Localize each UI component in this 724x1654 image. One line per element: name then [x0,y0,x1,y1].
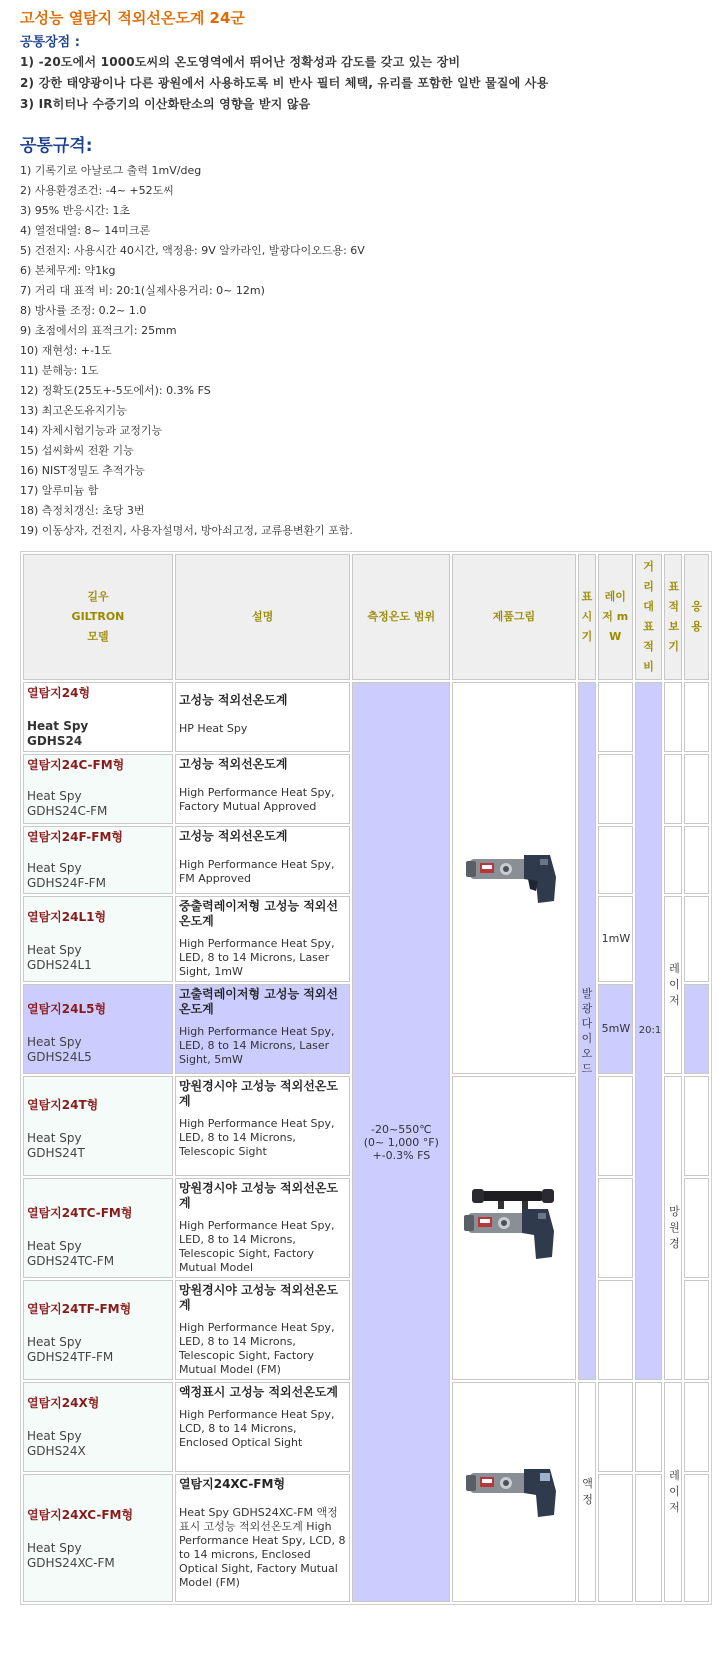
ratio-cell-empty [635,1382,663,1472]
use-cell [684,896,709,982]
model-en2: GDHS24C-FM [27,804,108,818]
header-model-line1: 길우 [87,590,109,603]
desc-en: High Performance Heat Spy, LCD, 8 to 14 Microns, Enclosed Optical Sight [178,1408,335,1449]
model-en1: Heat Spy [27,861,82,875]
range-line1: -20~550℃ [371,1122,432,1136]
use-cell [684,754,709,824]
desc-en: High Performance Heat Spy, FM Approved [178,858,335,885]
model-ko: 열탐지24TC-FM형 [27,1206,133,1220]
model-ko: 열탐지24XC-FM형 [27,1508,134,1522]
header-laser: 레이저 mW [598,554,633,680]
use-cell [684,1178,709,1278]
model-en1: Heat Spy [27,719,89,733]
spec-item: 17) 알루미늄 함 [20,484,99,497]
header-model-line3: 모델 [87,630,109,643]
model-en2: GDHS24X [27,1444,86,1458]
laser-cell [598,1178,633,1278]
desc-en: High Performance Heat Spy, LED, 8 to 14 Microns, Laser Sight, 1mW [178,937,335,978]
desc-ko: 고성능 적외선온도계 [178,693,288,707]
display-led-text: 발광다이오드 [581,987,593,1075]
spec-item: 5) 건전지: 사용시간 40시간, 액정용: 9V 알카라인, 발광다이오드용: 6V [20,244,365,257]
desc-cell [175,896,350,982]
desc-en: High Performance Heat Spy, Factory Mutual Approved [178,786,335,813]
spec-item: 18) 측정치갱신: 초당 3번 [20,504,145,517]
sight-laser2-text: 레이저 [669,1469,680,1514]
desc-ko: 고성능 적외선온도계 [178,757,288,771]
spec-item: 10) 재현성: +-1도 [20,344,112,357]
desc-cell [175,826,350,894]
use-cell [684,1280,709,1380]
model-cell [23,1382,173,1472]
advantage-item: 3) IR히터나 수증기의 이산화탄소의 영향을 받지 않음 [20,97,311,111]
model-ko: 열탐지24L5형 [27,1002,107,1016]
desc-en: High Performance Heat Spy, LED, 8 to 14 Microns, Laser Sight, 5mW [178,1025,335,1066]
model-en2: GDHS24XC-FM [27,1556,115,1570]
model-cell [23,826,173,894]
header-use: 응용 [684,554,709,680]
model-en2: GDHS24F-FM [27,876,106,890]
model-en1: Heat Spy [27,1335,82,1349]
spec-item: 19) 이동상자, 건전지, 사용자설명서, 방아쇠고정, 교류용변환기 포함. [20,524,354,537]
table-header-row [23,554,709,680]
spec-item: 6) 본체무게: 약1kg [20,264,116,277]
header-model [23,554,173,680]
desc-ko: 고출력레이저형 고성능 적외선온도계 [178,987,338,1016]
model-en1: Heat Spy [27,1429,82,1443]
sight-laser2-cell [664,1382,682,1602]
model-en2: GDHS24TF-FM [27,1350,114,1364]
desc-en: Heat Spy GDHS24XC-FM 액정표시 고성능 적외선온도계 High Performance Heat Spy, LCD, 8 to 14 microns, Enclosed Optical Sight, Factory Mutual Model (FM) [178,1506,346,1589]
laser-cell: 5mW [598,984,633,1074]
header-range: 측정온도 범위 [352,554,450,680]
desc-cell [175,682,350,752]
laser-cell: 1mW [598,896,633,982]
use-cell [684,984,709,1074]
sight-cell [664,826,682,894]
spec-item: 13) 최고온도유지기능 [20,404,127,417]
ratio-cell-empty [635,1474,663,1602]
specs-heading: 공통규격: [20,136,93,156]
product-table [20,551,712,1605]
spec-item: 7) 거리 대 표적 비: 20:1(실제사용거리: 0~ 12m) [20,284,265,297]
header-desc: 설명 [175,554,350,680]
page-title: 고성능 열탐지 적외선온도계 24군 [20,9,245,27]
model-en1: Heat Spy [27,1239,82,1253]
model-ko: 열탐지24TF-FM형 [27,1302,132,1316]
model-ko: 열탐지24C-FM형 [27,758,125,772]
table-row [23,682,709,752]
spec-item: 9) 초점에서의 표적크기: 25mm [20,324,177,337]
ratio-cell: 20:1 [635,682,663,1380]
specs-list [20,161,710,541]
desc-cell [175,1474,350,1602]
header-model-line2: GILTRON [71,610,125,623]
product-image-cell [452,1382,575,1602]
spec-item: 3) 95% 반응시간: 1초 [20,204,131,217]
model-en2: GDHS24T [27,1146,85,1160]
model-en1: Heat Spy [27,943,82,957]
advantage-item: 1) -20도에서 1000도씨의 온도영역에서 뛰어난 정확성과 감도를 갖고 있는 장비 [20,55,461,69]
infrared-thermometer-icon [466,841,562,913]
sight-laser-text: 레이저 [669,962,680,1007]
model-cell [23,682,173,752]
model-en1: Heat Spy [27,1541,82,1555]
desc-cell [175,1178,350,1278]
use-cell [684,682,709,752]
spec-item: 8) 방사률 조정: 0.2~ 1.0 [20,304,147,317]
model-en1: Heat Spy [27,1035,82,1049]
display-led-cell [578,682,596,1380]
laser-cell [598,1076,633,1176]
desc-cell [175,1382,350,1472]
spec-item: 1) 기록기로 아날로그 출력 1mV/deg [20,164,202,177]
sight-laser-cell [664,896,682,1074]
sight-cell [664,682,682,752]
sight-cell [664,754,682,824]
model-en1: Heat Spy [27,789,82,803]
spec-item: 2) 사용환경조건: -4~ +52도씨 [20,184,174,197]
model-ko: 열탐지24X형 [27,1396,100,1410]
advantages-heading: 공통장점 : [20,35,80,50]
spec-item: 14) 자체시험기능과 교정기능 [20,424,163,437]
laser-cell [598,682,633,752]
header-ratio: 거리대표적비 [635,554,663,680]
laser-cell [598,1280,633,1380]
desc-ko: 망원경시야 고성능 적외선온도계 [178,1283,338,1312]
lcd-thermometer-icon [466,1455,562,1527]
sight-scope-text: 망원경 [669,1205,680,1250]
desc-ko: 망원경시야 고성능 적외선온도계 [178,1079,338,1108]
model-cell [23,754,173,824]
laser-cell [598,1382,633,1472]
model-cell [23,1474,173,1602]
laser-cell [598,826,633,894]
spec-item: 12) 정확도(25도+-5도에서): 0.3% FS [20,384,211,397]
model-en2: GDHS24L1 [27,958,92,972]
advantages-list [20,52,710,115]
desc-en: High Performance Heat Spy, LED, 8 to 14 Microns, Telescopic Sight, Factory Mutual Model (FM) [178,1321,335,1376]
model-cell [23,1076,173,1176]
range-line2: (0~ 1,000 °F) [363,1135,439,1149]
model-en2: GDHS24L5 [27,1050,92,1064]
header-display: 표시기 [578,554,596,680]
model-ko: 열탐지24T형 [27,1098,99,1112]
product-image-cell [452,682,575,1074]
model-ko: 열탐지24형 [27,686,91,700]
model-en2: GDHS24 [27,734,83,748]
laser-cell [598,1474,633,1602]
desc-ko: 망원경시야 고성능 적외선온도계 [178,1181,338,1210]
spec-item: 16) NIST정밀도 추적가능 [20,464,145,477]
header-sight: 표적보기 [664,554,682,680]
model-ko: 열탐지24L1형 [27,910,107,924]
desc-en: High Performance Heat Spy, LED, 8 to 14 Microns, Telescopic Sight [178,1117,335,1158]
model-cell [23,1178,173,1278]
desc-ko: 고성능 적외선온도계 [178,829,288,843]
desc-cell [175,984,350,1074]
range-cell [352,682,450,1602]
model-cell [23,1280,173,1380]
header-image: 제품그림 [452,554,575,680]
desc-cell [175,1280,350,1380]
model-cell [23,984,173,1074]
use-cell [684,826,709,894]
advantage-item: 2) 강한 태양광이나 다른 광원에서 사용하도록 비 반사 필터 체택, 유리를 포함한 일반 물질에 사용 [20,76,549,90]
spec-item: 15) 섭씨화씨 전환 기능 [20,444,134,457]
use-cell [684,1076,709,1176]
desc-ko: 중출력레이저형 고성능 적외선온도계 [178,899,338,928]
product-image-cell [452,1076,575,1380]
sight-scope-cell [664,1076,682,1380]
laser-cell [598,754,633,824]
display-lcd-text: 액정 [582,1477,593,1506]
desc-en: High Performance Heat Spy, LED, 8 to 14 Microns, Telescopic Sight, Factory Mutual Model [178,1219,335,1274]
range-line3: +-0.3% FS [372,1148,431,1162]
page-content [20,0,710,541]
model-en2: GDHS24TC-FM [27,1254,115,1268]
desc-ko: 액정표시 고성능 적외선온도계 [178,1385,338,1399]
spec-item: 4) 열전대열: 8~ 14미크론 [20,224,151,237]
spec-item: 11) 분해능: 1도 [20,364,99,377]
model-cell [23,896,173,982]
display-lcd-cell [578,1382,596,1602]
use-cell [684,1474,709,1602]
use-cell [684,1382,709,1472]
desc-cell [175,754,350,824]
model-en1: Heat Spy [27,1131,82,1145]
desc-en: HP Heat Spy [178,722,248,735]
telescopic-thermometer-icon [462,1187,566,1267]
desc-cell [175,1076,350,1176]
model-ko: 열탐지24F-FM형 [27,830,124,844]
desc-ko: 열탐지24XC-FM형 [178,1477,286,1491]
